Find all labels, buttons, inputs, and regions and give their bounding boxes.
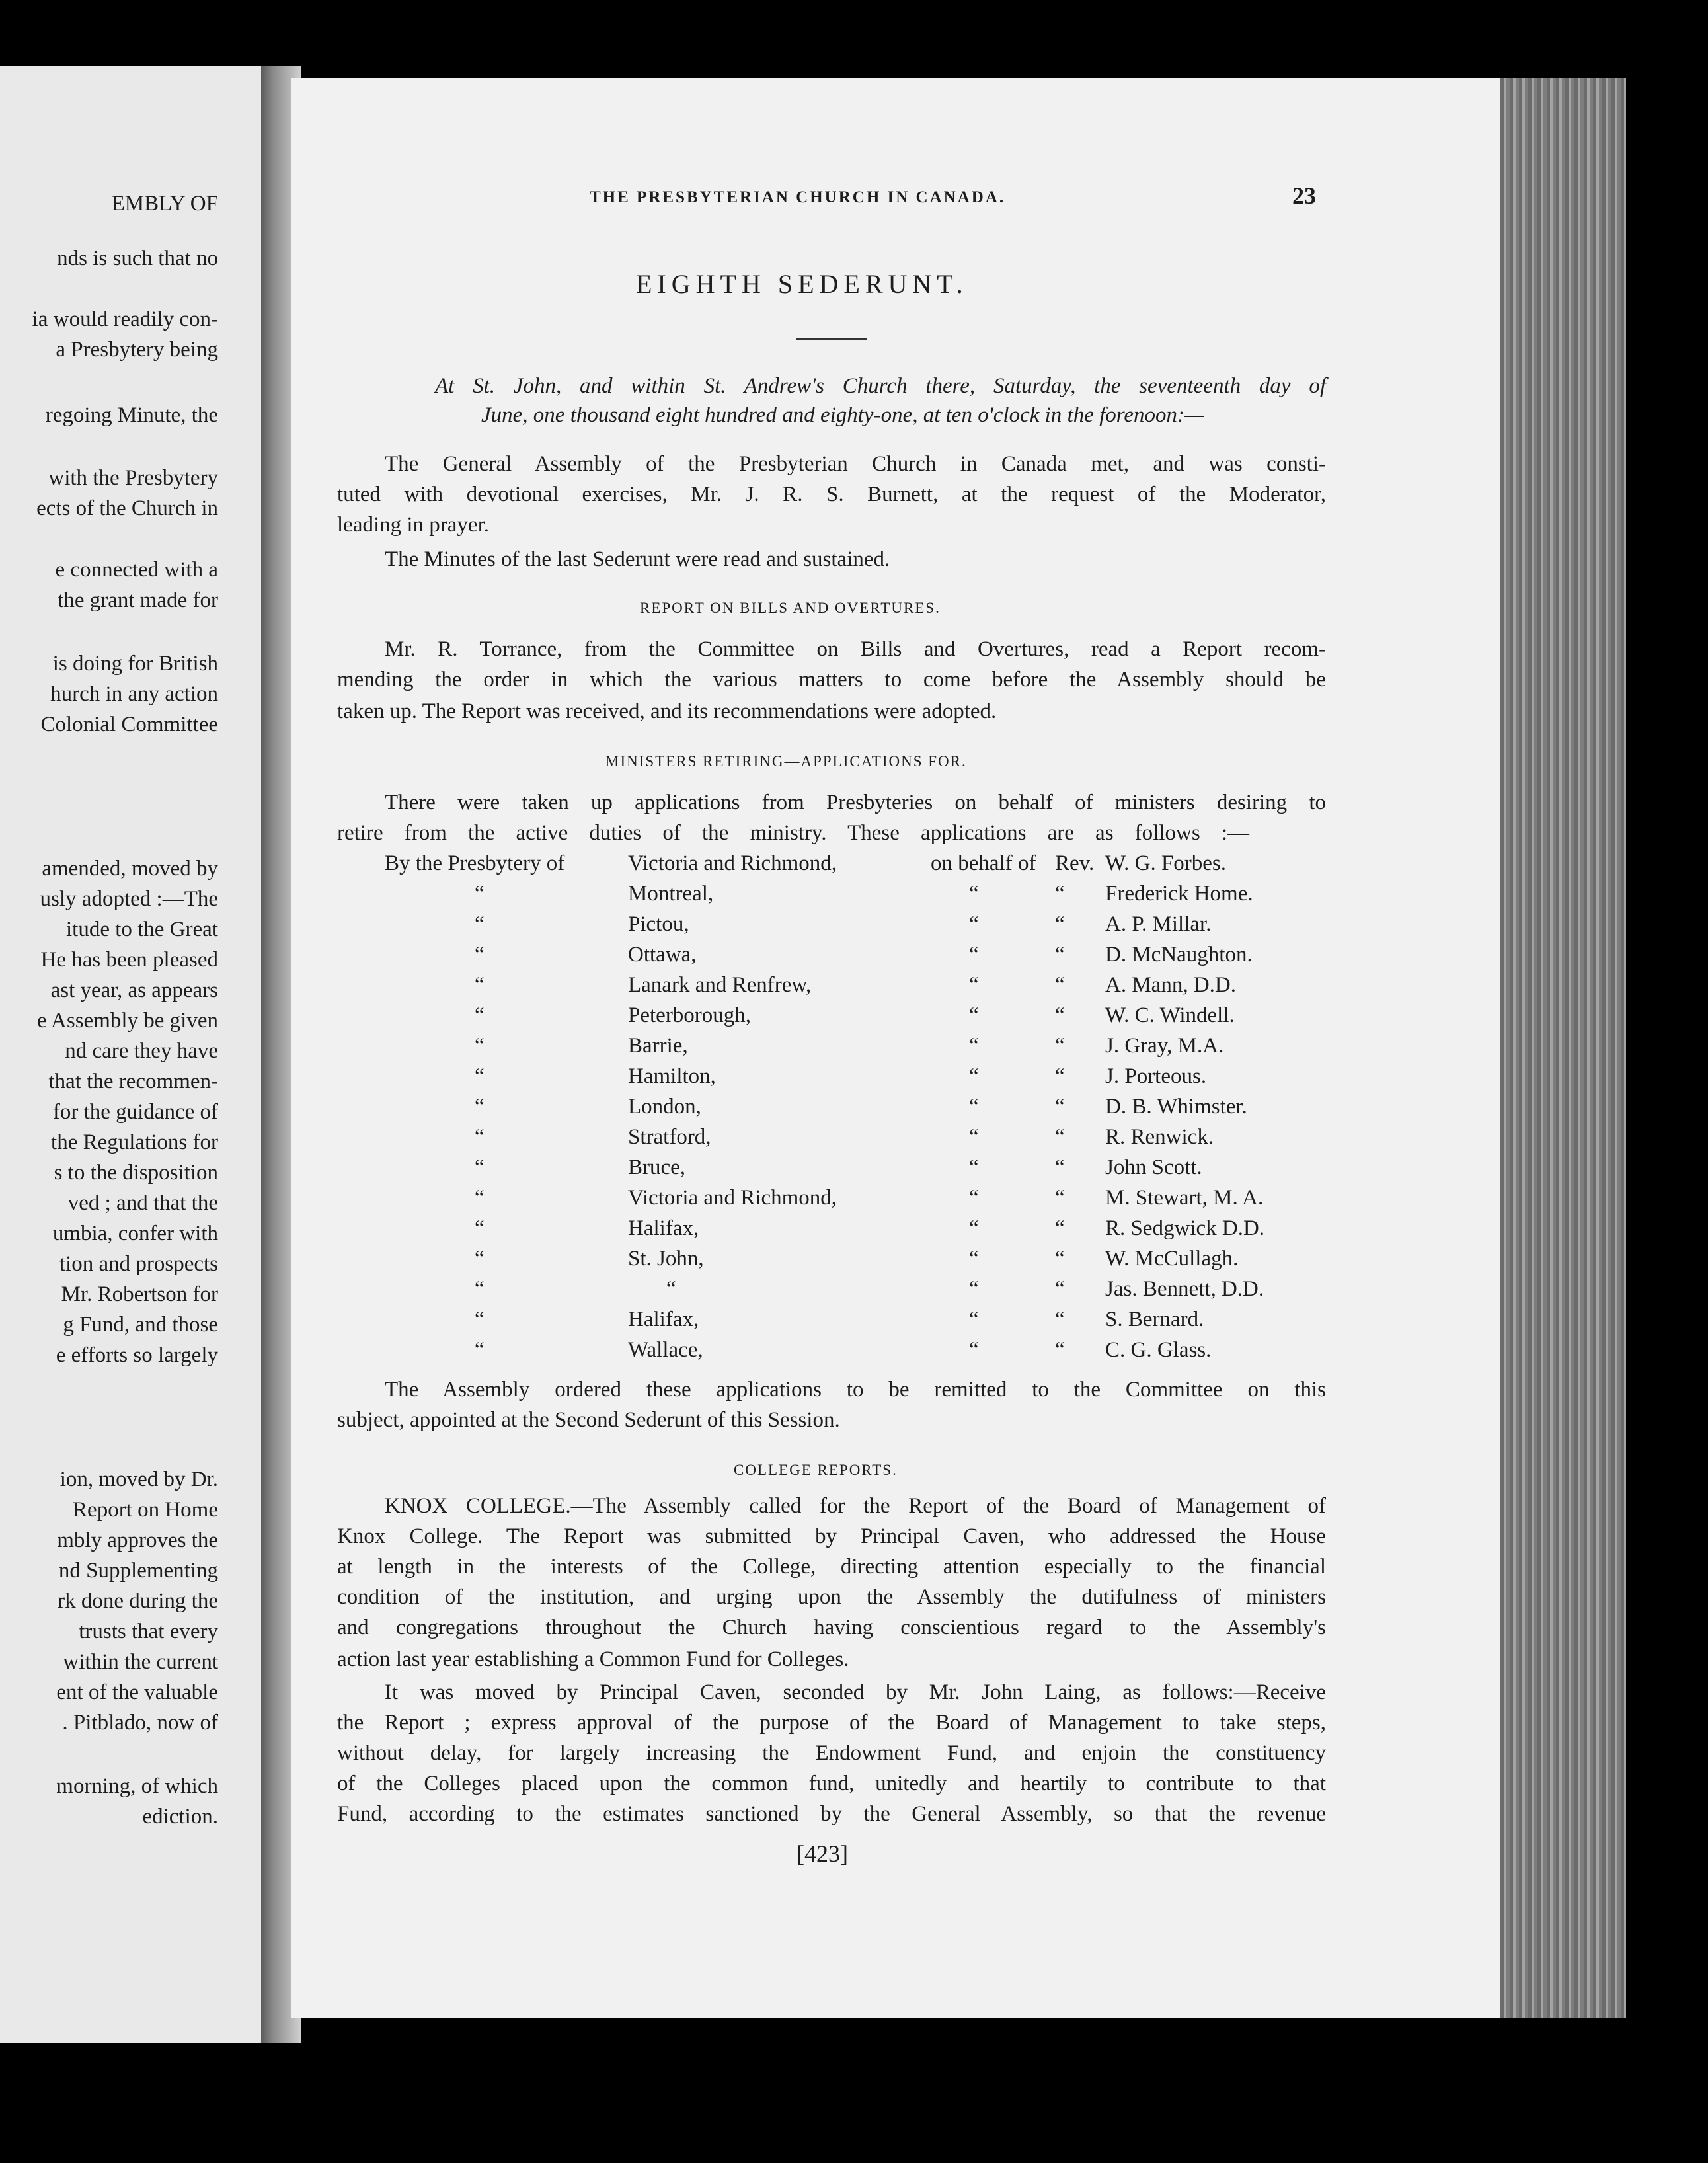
presbytery-name: Halifax, [628, 1216, 699, 1240]
ditto-mark: “ [475, 1003, 485, 1027]
ditto-mark: “ [475, 1308, 485, 1331]
ditto-mark: “ [1055, 912, 1065, 936]
minister-name: J. Porteous. [1105, 1064, 1207, 1088]
knox-line-4: condition of the institution, and urging upon the Assembly the dutifulness of ministers [337, 1585, 1326, 1609]
presbytery-name: Bruce, [628, 1156, 686, 1179]
ditto-mark: “ [475, 1338, 485, 1362]
ditto-mark: “ [1055, 973, 1065, 997]
ditto-mark: “ [969, 1003, 979, 1027]
left-page-line: s to the disposition [54, 1161, 218, 1185]
minister-name: S. Bernard. [1105, 1308, 1204, 1331]
presbytery-name: Wallace, [628, 1338, 703, 1362]
left-page-line: trusts that every [79, 1620, 218, 1643]
ditto-mark: “ [475, 1156, 485, 1179]
ditto-mark: “ [1055, 1003, 1065, 1027]
left-page-line: for the guidance of [52, 1100, 218, 1124]
constitution-line-3: leading in prayer. [337, 513, 490, 537]
page-number: 23 [1292, 182, 1316, 209]
left-page-line: ion, moved by Dr. [59, 1468, 218, 1491]
left-page-line: rk done during the [58, 1589, 218, 1613]
left-page-line: with the Presbytery [48, 466, 218, 490]
ditto-mark: “ [475, 1186, 485, 1210]
heading-bills: REPORT ON BILLS AND OVERTURES. [640, 600, 941, 616]
left-page-line: the Regulations for [51, 1130, 218, 1154]
ditto-mark: “ [1055, 1125, 1065, 1149]
left-page-line: ediction. [142, 1805, 218, 1829]
left-page-line: e connected with a [55, 558, 218, 582]
left-page-line: ast year, as appears [50, 978, 218, 1002]
minutes-line: The Minutes of the last Sederunt were read and sustained. [385, 547, 890, 571]
minister-name: Jas. Bennett, D.D. [1105, 1277, 1264, 1301]
moved-line-3: without delay, for largely increasing the Endowment Fund, and enjoin the constituency [337, 1741, 1326, 1765]
moved-line-2: the Report ; express approval of the purpose of the Board of Management to take steps, [337, 1711, 1326, 1735]
left-page-line: usly adopted :—The [40, 887, 218, 911]
intro-line-1: At St. John, and within St. Andrew's Church there, Saturday, the seventeenth day of [435, 374, 1326, 398]
left-page-line: ects of the Church in [36, 496, 218, 520]
page-title: EIGHTH SEDERUNT. [636, 269, 968, 299]
bills-line-2: mending the order in which the various matters to come before the Assembly should be [337, 668, 1326, 691]
ditto-mark: “ [1055, 1064, 1065, 1088]
moved-line-4: of the Colleges placed upon the common fund, unitedly and heartily to contribute to that [337, 1772, 1326, 1795]
ditto-mark: “ [1055, 1034, 1065, 1058]
ditto-mark: “ [969, 1216, 979, 1240]
application-prefix: By the Presbytery of [385, 851, 565, 875]
ditto-mark: “ [475, 1034, 485, 1058]
remitted-line-2: subject, appointed at the Second Sederunt of this Session. [337, 1408, 840, 1432]
knox-line-2: Knox College. The Report was submitted by Principal Caven, who addressed the House [337, 1524, 1326, 1548]
presbytery-name: Halifax, [628, 1308, 699, 1331]
presbytery-name: Stratford, [628, 1125, 711, 1149]
heading-college: COLLEGE REPORTS. [734, 1462, 898, 1478]
knox-line-1: KNOX COLLEGE.—The Assembly called for the Report of the Board of Management of [385, 1494, 1326, 1518]
ditto-mark: “ [1055, 1095, 1065, 1119]
ditto-mark: “ [475, 973, 485, 997]
ditto-mark: “ [969, 943, 979, 966]
left-page-line: a Presbytery being [56, 338, 218, 362]
left-page-line: He has been pleased [40, 948, 218, 972]
left-page-line: regoing Minute, the [45, 403, 218, 427]
title-rule [796, 338, 867, 340]
ditto-mark: “ [1055, 1247, 1065, 1271]
presbytery-name: Ottawa, [628, 943, 697, 966]
ditto-mark: “ [969, 1095, 979, 1119]
minister-name: R. Sedgwick D.D. [1105, 1216, 1265, 1240]
knox-line-5: and congregations throughout the Church having conscientious regard to the Assembly's [337, 1616, 1326, 1639]
minister-name: J. Gray, M.A. [1105, 1034, 1224, 1058]
left-page-line: the grant made for [58, 588, 218, 612]
ditto-mark: “ [969, 973, 979, 997]
ditto-mark: “ [969, 912, 979, 936]
knox-line-6: action last year establishing a Common Fund for Colleges. [337, 1647, 849, 1671]
ditto-mark: “ [475, 1095, 485, 1119]
left-page-line: e Assembly be given [36, 1009, 218, 1033]
ditto-mark: “ [969, 1338, 979, 1362]
minister-name: R. Renwick. [1105, 1125, 1214, 1149]
ditto-mark: “ [1055, 1186, 1065, 1210]
minister-name: W. C. Windell. [1105, 1003, 1235, 1027]
left-page-line: e efforts so largely [56, 1343, 218, 1367]
minister-name: C. G. Glass. [1105, 1338, 1212, 1362]
ditto-mark: “ [969, 1308, 979, 1331]
left-page-line: that the recommen- [48, 1070, 218, 1093]
left-page-line: within the current [63, 1650, 218, 1674]
ditto-mark: “ [969, 882, 979, 906]
moved-line-1: It was moved by Principal Caven, seconded by Mr. John Laing, as follows:—Receive [385, 1680, 1326, 1704]
left-page-line: ia would readily con- [32, 307, 218, 331]
ministers-line-2: retire from the active duties of the ministry. These applications are as follows :— [337, 821, 1249, 845]
presbytery-name: Barrie, [628, 1034, 688, 1058]
left-page-line: hurch in any action [50, 682, 218, 706]
ditto-mark: “ [1055, 1277, 1065, 1301]
ditto-mark: “ [969, 1277, 979, 1301]
ditto-mark: “ [475, 943, 485, 966]
ditto-mark: “ [969, 1064, 979, 1088]
constitution-line-1: The General Assembly of the Presbyterian Church in Canada met, and was consti- [385, 452, 1326, 476]
left-page-line: Colonial Committee [40, 713, 218, 736]
presbytery-name: “ [666, 1277, 676, 1301]
left-page-line: Report on Home [73, 1498, 218, 1522]
minister-name: D. McNaughton. [1105, 943, 1253, 966]
ditto-mark: “ [969, 1034, 979, 1058]
ditto-mark: “ [1055, 882, 1065, 906]
ditto-mark: “ [475, 1064, 485, 1088]
ditto-mark: “ [475, 1247, 485, 1271]
left-page-line: nds is such that no [57, 247, 218, 270]
left-page-line: amended, moved by [42, 857, 218, 881]
presbytery-name: Hamilton, [628, 1064, 716, 1088]
presbytery-name: Montreal, [628, 882, 714, 906]
minister-name: John Scott. [1105, 1156, 1202, 1179]
application-minister: W. G. Forbes. [1105, 851, 1227, 875]
ditto-mark: “ [1055, 1338, 1065, 1362]
ministers-line-1: There were taken up applications from Presbyteries on behalf of ministers desiring to [385, 791, 1326, 814]
presbytery-name: Peterborough, [628, 1003, 752, 1027]
left-page-line: Mr. Robertson for [61, 1282, 218, 1306]
left-page-line: EMBLY OF [111, 192, 218, 216]
left-page-line: is doing for British [52, 652, 218, 676]
remitted-line-1: The Assembly ordered these applications to be remitted to the Committee on this [385, 1378, 1326, 1401]
minister-name: W. McCullagh. [1105, 1247, 1239, 1271]
moved-line-5: Fund, according to the estimates sanctioned by the General Assembly, so that the revenue [337, 1802, 1326, 1826]
ditto-mark: “ [1055, 943, 1065, 966]
ditto-mark: “ [969, 1247, 979, 1271]
left-page-line: nd Supplementing [58, 1559, 218, 1583]
ditto-mark: “ [475, 912, 485, 936]
ditto-mark: “ [969, 1186, 979, 1210]
minister-name: A. P. Millar. [1105, 912, 1212, 936]
page-edges [1500, 78, 1626, 2018]
minister-name: Frederick Home. [1105, 882, 1253, 906]
ditto-mark: “ [1055, 1156, 1065, 1179]
heading-ministers: MINISTERS RETIRING—APPLICATIONS FOR. [605, 753, 967, 769]
left-page-line: . Pitblado, now of [62, 1711, 218, 1735]
ditto-mark: “ [475, 882, 485, 906]
left-page-line: nd care they have [65, 1039, 218, 1063]
bills-line-1: Mr. R. Torrance, from the Committee on Bills and Overtures, read a Report recom- [385, 637, 1326, 661]
application-rev: Rev. [1055, 851, 1095, 875]
intro-line-2: June, one thousand eight hundred and eighty-one, at ten o'clock in the forenoon:— [481, 403, 1204, 427]
minister-name: A. Mann, D.D. [1105, 973, 1236, 997]
ditto-mark: “ [969, 1125, 979, 1149]
minister-name: M. Stewart, M. A. [1105, 1186, 1264, 1210]
presbytery-name: London, [628, 1095, 701, 1119]
application-presbytery: Victoria and Richmond, [628, 851, 837, 875]
left-page-line: morning, of which [56, 1774, 218, 1798]
left-page-line: ved ; and that the [67, 1191, 218, 1215]
ditto-mark: “ [475, 1125, 485, 1149]
left-page-line: tion and prospects [59, 1252, 218, 1276]
left-page-line: ent of the valuable [56, 1680, 218, 1704]
ditto-mark: “ [969, 1156, 979, 1179]
left-page-line: mbly approves the [57, 1528, 218, 1552]
bills-line-3: taken up. The Report was received, and its recommendations were adopted. [337, 699, 997, 723]
presbytery-name: Pictou, [628, 912, 689, 936]
minister-name: D. B. Whimster. [1105, 1095, 1247, 1119]
constitution-line-2: tuted with devotional exercises, Mr. J. R. S. Burnett, at the request of the Moderator, [337, 483, 1326, 506]
left-page-line: g Fund, and those [63, 1313, 218, 1337]
ditto-mark: “ [1055, 1216, 1065, 1240]
presbytery-name: Victoria and Richmond, [628, 1186, 837, 1210]
ditto-mark: “ [1055, 1308, 1065, 1331]
running-title: THE PRESBYTERIAN CHURCH IN CANADA. [590, 188, 1006, 206]
application-behalf: on behalf of [931, 851, 1036, 875]
left-page-line: umbia, confer with [52, 1222, 218, 1245]
ditto-mark: “ [475, 1277, 485, 1301]
folio: [423] [796, 1840, 848, 1867]
presbytery-name: Lanark and Renfrew, [628, 973, 812, 997]
ditto-mark: “ [475, 1216, 485, 1240]
knox-line-3: at length in the interests of the College, directing attention especially to the financial [337, 1555, 1326, 1579]
presbytery-name: St. John, [628, 1247, 704, 1271]
left-page-line: itude to the Great [65, 918, 218, 941]
